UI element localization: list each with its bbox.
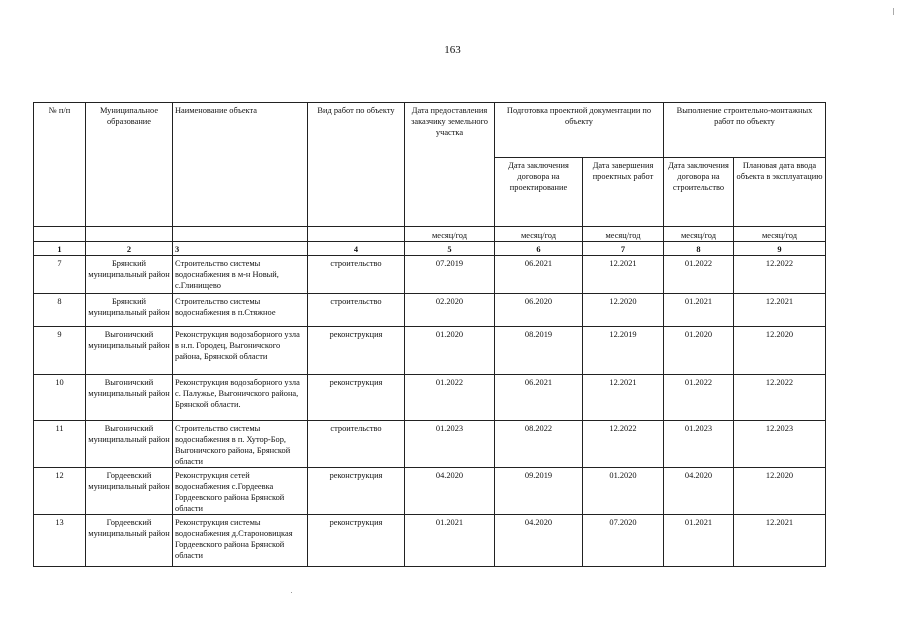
table-row <box>34 515 826 567</box>
row-land-date: 01.2021 <box>405 515 495 567</box>
unit-cell-empty <box>34 227 86 242</box>
row-land-date: 07.2019 <box>405 256 495 294</box>
row-work-type: строительство <box>308 256 405 294</box>
row-design-contract-date: 04.2020 <box>495 515 583 567</box>
row-work-type: реконструкция <box>308 468 405 515</box>
row-number: 10 <box>34 375 86 421</box>
row-municipality: Гордеевский муниципальный район <box>86 468 173 515</box>
row-municipality: Выгоничский муниципальный район <box>86 421 173 468</box>
row-commissioning-date: 12.2022 <box>734 375 826 421</box>
row-work-type: реконструкция <box>308 327 405 375</box>
column-number: 2 <box>86 242 173 256</box>
header-design-contract-date: Дата заключения договора на проектирование <box>495 158 583 227</box>
row-commissioning-date: 12.2020 <box>734 468 826 515</box>
unit-cell-empty <box>86 227 173 242</box>
header-object-name: Наименование объекта <box>173 103 308 227</box>
row-construction-contract-date: 01.2021 <box>664 515 734 567</box>
row-municipality: Брянский муниципальный район <box>86 294 173 327</box>
row-construction-contract-date: 01.2021 <box>664 294 734 327</box>
objects-table <box>33 102 826 567</box>
row-design-completion-date: 12.2019 <box>583 327 664 375</box>
column-number: 9 <box>734 242 826 256</box>
row-number: 8 <box>34 294 86 327</box>
row-commissioning-date: 12.2021 <box>734 515 826 567</box>
row-construction-contract-date: 01.2023 <box>664 421 734 468</box>
row-object-name: Реконструкция системы водоснабжения д.Староновицкая Гордеевского района Брянской области <box>173 515 308 567</box>
row-commissioning-date: 12.2023 <box>734 421 826 468</box>
row-design-completion-date: 12.2020 <box>583 294 664 327</box>
row-municipality: Выгоничский муниципальный район <box>86 327 173 375</box>
row-number: 9 <box>34 327 86 375</box>
row-object-name: Строительство системы водоснабжения в п. Хутор-Бор, Выгоничского района, Брянской области <box>173 421 308 468</box>
row-work-type: строительство <box>308 294 405 327</box>
unit-cell-empty <box>173 227 308 242</box>
row-land-date: 02.2020 <box>405 294 495 327</box>
page-number: 163 <box>444 44 461 56</box>
unit-cell: месяц/год <box>734 227 826 242</box>
table-row <box>34 294 826 327</box>
unit-cell: месяц/год <box>664 227 734 242</box>
row-object-name: Реконструкция сетей водоснабжения с.Гордеевка Гордеевского района Брянской области <box>173 468 308 515</box>
row-design-contract-date: 09.2019 <box>495 468 583 515</box>
row-number: 12 <box>34 468 86 515</box>
table-row <box>34 468 826 515</box>
row-municipality: Брянский муниципальный район <box>86 256 173 294</box>
row-construction-contract-date: 01.2020 <box>664 327 734 375</box>
column-number: 5 <box>405 242 495 256</box>
row-number: 7 <box>34 256 86 294</box>
column-number: 1 <box>34 242 86 256</box>
header-design-group: Подготовка проектной документации по объекту <box>495 103 664 158</box>
row-work-type: строительство <box>308 421 405 468</box>
row-number: 11 <box>34 421 86 468</box>
column-number: 4 <box>308 242 405 256</box>
unit-cell: месяц/год <box>405 227 495 242</box>
table-row <box>34 375 826 421</box>
column-numbers-row <box>34 242 826 256</box>
row-municipality: Выгоничский муниципальный район <box>86 375 173 421</box>
row-construction-contract-date: 04.2020 <box>664 468 734 515</box>
row-design-completion-date: 07.2020 <box>583 515 664 567</box>
row-commissioning-date: 12.2022 <box>734 256 826 294</box>
header-construction-group: Выполнение строительно-монтажных работ по объекту <box>664 103 826 158</box>
header-work-type: Вид работ по объекту <box>308 103 405 227</box>
header-land-date: Дата предоставления заказчику земельного участка <box>405 103 495 227</box>
row-design-completion-date: 12.2021 <box>583 375 664 421</box>
row-design-contract-date: 06.2020 <box>495 294 583 327</box>
row-land-date: 01.2023 <box>405 421 495 468</box>
row-design-contract-date: 08.2019 <box>495 327 583 375</box>
table-row <box>34 327 826 375</box>
row-object-name: Строительство системы водоснабжения в п.Стяжное <box>173 294 308 327</box>
column-number: 7 <box>583 242 664 256</box>
row-work-type: реконструкция <box>308 515 405 567</box>
row-design-completion-date: 01.2020 <box>583 468 664 515</box>
header-municipality: Муниципальное образование <box>86 103 173 227</box>
row-construction-contract-date: 01.2022 <box>664 375 734 421</box>
row-object-name: Реконструкция водозаборного узла с. Палужье, Выгоничского района, Брянской области. <box>173 375 308 421</box>
header-construction-contract-date: Дата заключения договора на строительство <box>664 158 734 227</box>
header-design-completion-date: Дата завершения проектных работ <box>583 158 664 227</box>
row-design-contract-date: 06.2021 <box>495 256 583 294</box>
row-commissioning-date: 12.2021 <box>734 294 826 327</box>
row-design-contract-date: 06.2021 <box>495 375 583 421</box>
row-municipality: Гордеевский муниципальный район <box>86 515 173 567</box>
row-number: 13 <box>34 515 86 567</box>
row-commissioning-date: 12.2020 <box>734 327 826 375</box>
header-num: № п/п <box>34 103 86 227</box>
edge-mark <box>893 8 894 15</box>
row-object-name: Реконструкция водозаборного узла в н.п. Городец, Выгоничского района, Брянской области <box>173 327 308 375</box>
row-design-completion-date: 12.2022 <box>583 421 664 468</box>
row-design-contract-date: 08.2022 <box>495 421 583 468</box>
table-row <box>34 256 826 294</box>
unit-cell-empty <box>308 227 405 242</box>
unit-cell: месяц/год <box>495 227 583 242</box>
row-land-date: 01.2022 <box>405 375 495 421</box>
scan-dot <box>291 592 292 593</box>
row-land-date: 01.2020 <box>405 327 495 375</box>
column-number: 8 <box>664 242 734 256</box>
row-work-type: реконструкция <box>308 375 405 421</box>
column-number: 3 <box>173 242 308 256</box>
header-commissioning-date: Плановая дата ввода объекта в эксплуатацию <box>734 158 826 227</box>
table-row <box>34 421 826 468</box>
row-object-name: Строительство системы водоснабжения в м-н Новый, с.Глинищево <box>173 256 308 294</box>
column-number: 6 <box>495 242 583 256</box>
row-land-date: 04.2020 <box>405 468 495 515</box>
unit-cell: месяц/год <box>583 227 664 242</box>
row-construction-contract-date: 01.2022 <box>664 256 734 294</box>
row-design-completion-date: 12.2021 <box>583 256 664 294</box>
